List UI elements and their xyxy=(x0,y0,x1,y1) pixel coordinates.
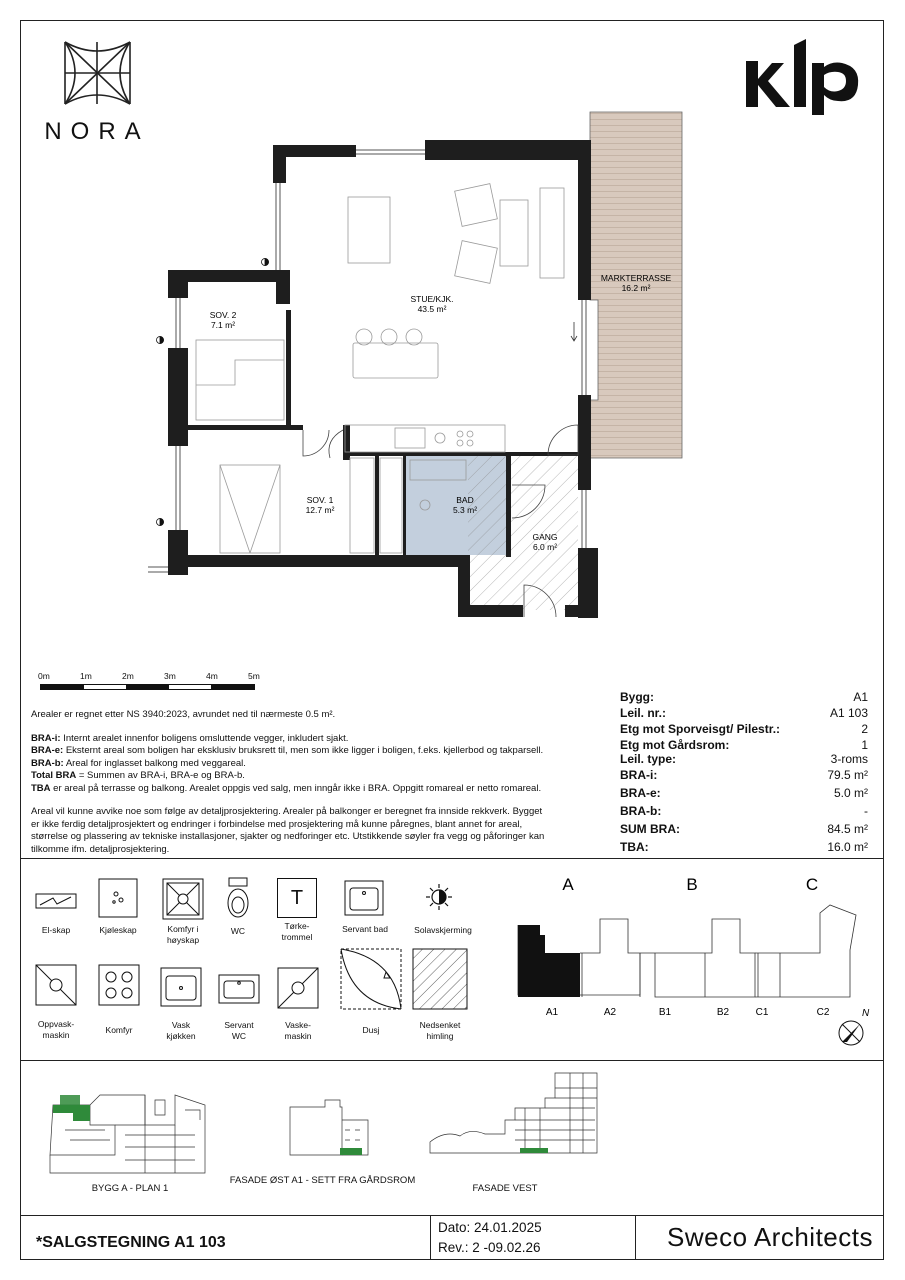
vask-kjokken-icon xyxy=(160,967,202,1007)
info-row-etg-sporveisgt: Etg mot Sporveisgt/ Pilestr.: 2 xyxy=(620,722,868,736)
keyplan-unit: C2 xyxy=(816,1007,830,1018)
company-name: Sweco Architects xyxy=(667,1222,873,1252)
scale-label: 2m xyxy=(122,671,134,681)
keyplan-letter-a: A xyxy=(562,875,574,894)
north-label: N xyxy=(862,1008,870,1019)
key-plan xyxy=(500,865,880,1055)
disclaimer: Areal vil kunne avvike noe som følge av detaljprosjektering. Arealer på balkonger er beregnet fra innside rekkverk. Bygget er ikke ferdig detaljprosjektert og endringer i forbindelse med prosjektering må kunne påregnes, blant annet for areal, størrelse og plassering av tekniske installasjoner, sjakter og nedforinger etc. Utstikkende søyler fra vegg og påforinger kan tilkomme ifm. detaljprosjektering. xyxy=(31,806,545,855)
thumbnail-label-plan: BYGG A - PLAN 1 xyxy=(91,1183,169,1194)
room-area-stue: 43.5 m² xyxy=(417,304,447,314)
oppvaskmaskin-icon xyxy=(35,964,77,1006)
keyplan-unit: B2 xyxy=(716,1007,730,1018)
room-name-bad: BAD xyxy=(456,495,474,505)
divider xyxy=(20,858,884,859)
legend-label: Solavskjerming xyxy=(414,925,472,935)
revision-text: Rev.: 2 -09.02.26 xyxy=(438,1240,541,1255)
area-notes xyxy=(31,709,601,856)
nora-wordmark: NORA xyxy=(44,118,150,145)
room-name-gang: GANG xyxy=(532,532,558,542)
divider xyxy=(20,1215,884,1216)
keyplan-a1-highlight xyxy=(518,925,580,997)
keyplan-unit: A2 xyxy=(603,1007,617,1018)
room-name-sov2: SOV. 2 xyxy=(209,310,237,320)
room-area-terrasse: 16.2 m² xyxy=(621,283,651,293)
room-area-gang: 6.0 m² xyxy=(532,542,558,552)
el-skap-icon xyxy=(35,893,77,909)
scale-bar-segments xyxy=(40,684,255,690)
info-row-etg-gardsrom: Etg mot Gårdsrom: 1 xyxy=(620,738,868,752)
dusj-icon xyxy=(340,948,402,1010)
servant-bad-icon xyxy=(344,880,384,916)
legend-label: Tørke- trommel xyxy=(281,921,313,942)
info-row-bygg: Bygg: A1 xyxy=(620,690,868,704)
wc-icon xyxy=(225,877,251,919)
divider xyxy=(20,1060,884,1061)
scale-label: 1m xyxy=(80,671,92,681)
room-area-bad: 5.3 m² xyxy=(452,505,478,515)
scale-label: 0m xyxy=(38,671,50,681)
keyplan-letter-c: C xyxy=(805,875,819,894)
legend-label: Servant bad xyxy=(342,924,388,934)
fasade-vest-thumbnail xyxy=(425,1068,605,1168)
room-area-sov2: 7.1 m² xyxy=(210,320,236,330)
legend-label: Nedsenket himling xyxy=(419,1020,461,1041)
keyplan-unit: C1 xyxy=(755,1007,769,1018)
note-bra-e: BRA-e: Eksternt areal som boligen har eksklusiv bruksrett til, men som ikke ligger i boligen, f.eks. kjellerbod og takparsell. xyxy=(31,745,544,756)
legend-label: WC xyxy=(230,926,246,936)
thumbnail-label-fasade-vest: FASADE VEST xyxy=(472,1183,538,1194)
divider xyxy=(635,1215,636,1260)
info-row-bra-b: BRA-b: - xyxy=(620,804,868,818)
keyplan-letter-b: B xyxy=(686,875,698,894)
drawing-title: *SALGSTEGNING A1 103 xyxy=(36,1234,226,1251)
torketrommel-icon: T xyxy=(277,878,317,918)
legend-label: Vask kjøkken xyxy=(166,1020,196,1041)
info-row-bra-i: BRA-i: 79.5 m² xyxy=(620,768,868,782)
room-name-terrasse: MARKTERRASSE xyxy=(600,273,672,283)
info-row-tba: TBA: 16.0 m² xyxy=(620,840,868,854)
note-tba: TBA er areal på terrasse og balkong. Arealet oppgis ved salg, men inngår ikke i BRA. Oppgitt romareal er netto romareal. xyxy=(31,782,542,794)
date-text: Dato: 24.01.2025 xyxy=(438,1220,542,1235)
komfyr-hoyskap-icon xyxy=(162,878,204,920)
info-row-sum-bra: SUM BRA: 84.5 m² xyxy=(620,822,868,836)
arrow-icon xyxy=(571,322,577,341)
note-bra-i: BRA-i: Internt arealet innenfor boligens omsluttende vegger, inkludert sjakt. xyxy=(31,732,349,744)
servant-wc-icon xyxy=(218,974,260,1004)
room-name-stue: STUE/KJK. xyxy=(410,294,454,304)
thumbnail-label-fasade-ost: FASADE ØST A1 - SETT FRA GÅRDSROM xyxy=(229,1175,416,1186)
scale-bar xyxy=(30,668,270,694)
info-row-bra-e: BRA-e: 5.0 m² xyxy=(620,786,868,800)
legend-label: Vaske- maskin xyxy=(284,1020,312,1041)
fasade-ost-thumbnail xyxy=(280,1095,380,1160)
plan-thumbnail xyxy=(45,1085,215,1180)
note-total: Total BRA = Summen av BRA-i, BRA-e og BRA-b. xyxy=(31,770,245,781)
notes-intro: Arealer er regnet etter NS 3940:2023, avrundet ned til nærmeste 0.5 m². xyxy=(31,709,336,720)
scale-label: 5m xyxy=(248,671,260,681)
kjoleskap-icon xyxy=(98,878,138,918)
komfyr-icon xyxy=(98,964,140,1006)
divider xyxy=(430,1215,431,1260)
keyplan-unit: A1 xyxy=(545,1007,559,1018)
legend-label: El-skap xyxy=(41,925,71,935)
vaskemaskin-icon xyxy=(277,967,319,1009)
info-row-type: Leil. type: 3-roms xyxy=(620,752,868,766)
north-arrow-icon xyxy=(839,1021,863,1045)
scale-label: 4m xyxy=(206,671,218,681)
nedsenket-himling-icon xyxy=(412,948,468,1010)
keyplan-unit: B1 xyxy=(658,1007,672,1018)
hall-hatch xyxy=(468,455,578,610)
room-name-sov1: SOV. 1 xyxy=(306,495,334,505)
scale-label: 3m xyxy=(164,671,176,681)
legend-label: Oppvask- maskin xyxy=(37,1019,75,1040)
legend-label: Dusj xyxy=(362,1025,380,1035)
room-area-sov1: 12.7 m² xyxy=(305,505,335,515)
legend-label: Komfyr i høyskap xyxy=(166,924,200,945)
legend-label: Komfyr xyxy=(105,1025,133,1035)
note-bra-b: BRA-b: Areal for inglasset balkong med veggareal. xyxy=(31,757,246,769)
solavskjerming-legend-icon xyxy=(425,883,453,911)
legend-label: Kjøleskap xyxy=(99,925,137,935)
info-row-leil: Leil. nr.: A1 103 xyxy=(620,706,868,720)
legend-label: Servant WC xyxy=(224,1020,254,1041)
